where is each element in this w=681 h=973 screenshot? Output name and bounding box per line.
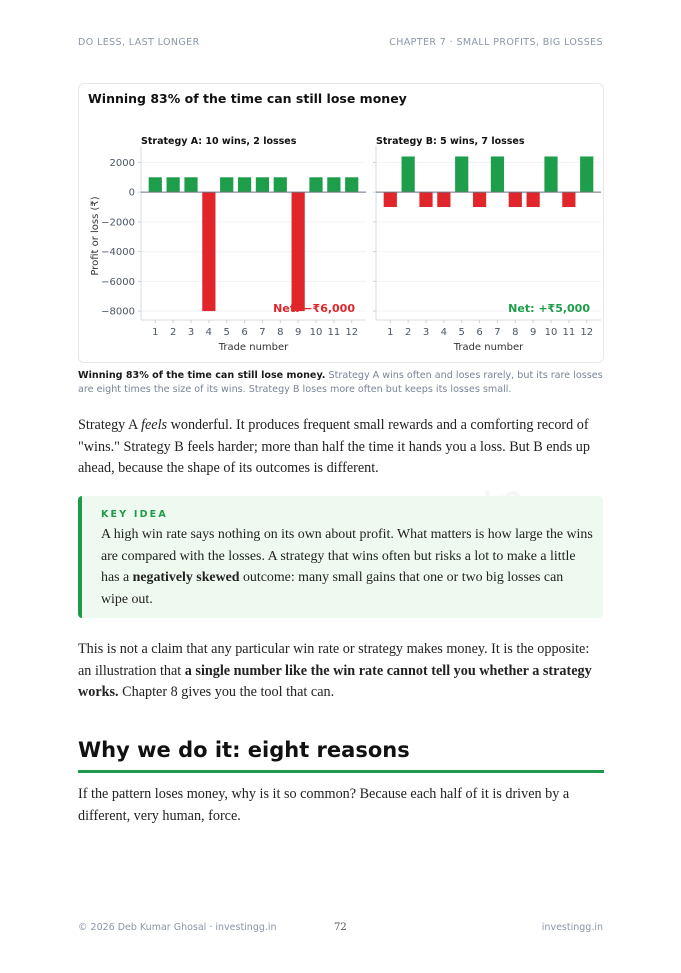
bar (184, 177, 197, 192)
bar (473, 192, 486, 207)
y-axis-label: Profit or loss (₹) (90, 196, 101, 276)
figure-caption (78, 369, 603, 397)
x-tick-label: 1 (152, 327, 159, 338)
x-tick-label: 2 (169, 327, 177, 338)
y-tick-label: 0 (128, 187, 135, 199)
callout-text (101, 524, 593, 610)
bar (491, 156, 504, 192)
caption-text: Strategy A wins often and loses rarely, but its rare losses are eight times the size of its wins. Strategy B loses more often but keeps its losses small. (78, 370, 603, 395)
bar (309, 177, 322, 192)
x-tick-label: 5 (223, 327, 230, 338)
caption-lead: Winning 83% of the time can still lose money. (78, 370, 326, 381)
paragraph-1-emphasis: feels (141, 417, 168, 433)
chart-canvas (79, 84, 603, 362)
bar (256, 177, 269, 192)
running-header-right: CHAPTER 7 · SMALL PROFITS, BIG LOSSES (389, 37, 603, 48)
running-header-left: DO LESS, LAST LONGER (78, 37, 200, 48)
x-tick-label: 11 (562, 327, 576, 338)
x-tick-label: 4 (205, 327, 213, 338)
paragraph-1 (78, 415, 603, 480)
bar (149, 177, 162, 192)
paragraph-3: If the pattern loses money, why is it so common? Because each half of it is driven by a different, very human, force. (78, 786, 570, 824)
x-tick-label: 8 (277, 327, 284, 338)
x-tick-label: 5 (458, 327, 465, 338)
bar (419, 192, 432, 207)
bar (384, 192, 397, 207)
bar (202, 192, 215, 311)
x-axis-label: Trade number (453, 342, 524, 353)
x-tick-label: 6 (241, 327, 248, 338)
x-tick-label: 9 (294, 327, 302, 338)
x-tick-label: 12 (345, 327, 359, 338)
footer-site: investingg.in (541, 922, 603, 933)
x-tick-label: 7 (259, 327, 266, 338)
y-tick-label: −2000 (101, 217, 135, 229)
subplot-title: Strategy A: 10 wins, 2 losses (141, 136, 297, 147)
section-heading: Why we do it: eight reasons (78, 738, 410, 762)
x-tick-label: 10 (309, 327, 323, 338)
callout-text-rest: outcome: many small gains that one or two big losses can wipe out. (101, 570, 564, 607)
y-tick-label: 2000 (109, 157, 135, 169)
bar (562, 192, 575, 207)
x-tick-label: 8 (512, 327, 519, 338)
x-tick-label: 10 (544, 327, 558, 338)
x-axis-label: Trade number (218, 342, 289, 353)
x-tick-label: 7 (494, 327, 501, 338)
footer-copyright: © 2026 Deb Kumar Ghosal · investingg.in (78, 922, 277, 933)
y-tick-label: −4000 (101, 247, 135, 259)
callout-label: KEY IDEA (101, 509, 168, 520)
callout-text-start: A high win rate says nothing on its own about profit. What matters is how large the wins are compared with the losses. A strategy that wins often but risks a lot to make a little has a (101, 527, 593, 585)
x-tick-label: 1 (387, 327, 394, 338)
bar (509, 192, 522, 207)
bar (544, 156, 557, 192)
y-tick-label: −8000 (101, 306, 135, 318)
x-tick-label: 6 (476, 327, 483, 338)
x-tick-label: 12 (580, 327, 594, 338)
figure-box (78, 83, 604, 363)
paragraph-1-rest: wonderful. It produces frequent small rewards and a comforting record of "wins." Strategy B feels harder; more than half the time it hands you a loss. But B ends up ahead, because the shape of its outcomes is different. (78, 417, 590, 476)
bar (327, 177, 340, 192)
y-tick-label: −6000 (101, 276, 135, 288)
bar (402, 156, 415, 192)
net-annotation: Net: −₹6,000 (273, 302, 355, 315)
bar (580, 156, 593, 192)
bar (220, 177, 233, 192)
bar (238, 177, 251, 192)
x-tick-label: 3 (422, 327, 430, 338)
subplot-title: Strategy B: 5 wins, 7 losses (376, 136, 525, 147)
bar (292, 192, 305, 311)
bar (455, 156, 468, 192)
paragraph-2-rest: Chapter 8 gives you the tool that can. (118, 684, 335, 700)
paragraph-2-start: This is not a claim that any particular win rate or strategy makes money. It is the opposite: an illustration that (78, 641, 590, 679)
page-number: 72 (334, 922, 347, 933)
x-tick-label: 4 (440, 327, 448, 338)
figure-title: Winning 83% of the time can still lose money (88, 91, 407, 106)
x-tick-label: 2 (404, 327, 412, 338)
bar (167, 177, 180, 192)
bar (437, 192, 450, 207)
key-idea-callout (78, 496, 603, 618)
heading-rule (78, 770, 604, 773)
net-annotation: Net: +₹5,000 (508, 302, 590, 315)
bar (345, 177, 358, 192)
x-tick-label: 9 (529, 327, 537, 338)
bar (274, 177, 287, 192)
paragraph-2-emphasis: a single number like the win rate cannot tell you whether a strategy works. (78, 662, 592, 700)
paragraph-1-start: Strategy A (78, 417, 142, 433)
x-tick-label: 11 (327, 327, 341, 338)
callout-emphasis: negatively skewed (132, 570, 240, 585)
x-tick-label: 3 (187, 327, 195, 338)
paragraph-2 (78, 639, 603, 704)
bar (527, 192, 540, 207)
